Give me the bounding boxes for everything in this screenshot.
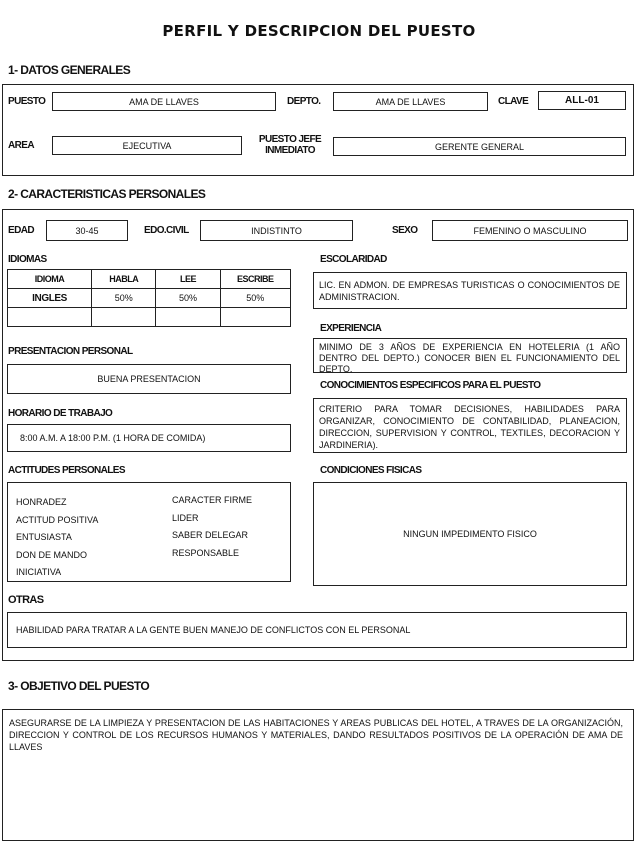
horario-label: HORARIO DE TRABAJO xyxy=(8,408,113,419)
list-item: RESPONSABLE xyxy=(172,547,240,558)
jefe-inmediato-field[interactable]: GERENTE GENERAL xyxy=(333,137,626,156)
sexo-label: SEXO xyxy=(392,225,418,236)
list-item: HONRADEZ xyxy=(16,497,67,507)
edad-field[interactable]: 30-45 xyxy=(46,220,128,241)
presentacion-field[interactable]: BUENA PRESENTACION xyxy=(7,364,291,394)
experiencia-label: EXPERIENCIA xyxy=(320,323,382,334)
sexo-field[interactable]: FEMENINO O MASCULINO xyxy=(432,220,628,241)
clave-field[interactable]: ALL-01 xyxy=(538,91,626,110)
list-item: INICIATIVA xyxy=(16,567,62,577)
area-field[interactable]: EJECUTIVA xyxy=(52,136,242,155)
escolaridad-text: LIC. EN ADMON. DE EMPRESAS TURISTICAS O CONOCIMIENTOS DE ADMINISTRACION. xyxy=(319,280,620,302)
table-cell[interactable]: INGLES xyxy=(8,289,92,308)
table-row xyxy=(8,289,291,308)
clave-label: CLAVE xyxy=(498,96,529,107)
puesto-label: PUESTO xyxy=(8,96,46,107)
otras-label: OTRAS xyxy=(8,594,44,606)
document-title: PERFIL Y DESCRIPCION DEL PUESTO xyxy=(162,22,476,40)
jefe-inmediato-label xyxy=(254,134,326,156)
table-cell[interactable] xyxy=(156,308,220,327)
idiomas-label: IDIOMAS xyxy=(8,254,47,265)
section-1-heading: 1- DATOS GENERALES xyxy=(8,63,131,77)
actitudes-label: ACTITUDES PERSONALES xyxy=(8,465,125,476)
list-item: SABER DELEGAR xyxy=(172,530,249,540)
table-header: ESCRIBE xyxy=(220,270,290,289)
depto-field[interactable]: AMA DE LLAVES xyxy=(333,92,488,111)
table-cell[interactable]: 50% xyxy=(220,289,290,308)
list-item: ACTITUD POSITIVA xyxy=(16,514,99,525)
conocimientos-label: CONOCIMIENTOS ESPECIFICOS PARA EL PUESTO xyxy=(320,380,541,391)
table-header-row xyxy=(8,270,291,289)
otras-field[interactable]: HABILIDAD PARA TRATAR A LA GENTE BUEN MANEJO DE CONFLICTOS CON EL PERSONAL xyxy=(7,612,627,648)
objetivo-text: ASEGURARSE DE LA LIMPIEZA Y PRESENTACION DE LAS HABITACIONES Y AREAS PUBLICAS DEL HOTEL, A TRAVES DE LA ORGANIZACIÓN, DIRECCION Y CONTROL DE LOS RECURSOS HUMANOS Y MATERIALES, DANDO RESULTADOS POSITIVOS DE LA OPERACIÓN DE AMA DE LLAVES xyxy=(9,718,623,752)
table-header: LEE xyxy=(156,270,220,289)
section-3-heading: 3- OBJETIVO DEL PUESTO xyxy=(8,679,150,693)
presentacion-label: PRESENTACION PERSONAL xyxy=(8,346,133,357)
list-item: LIDER xyxy=(172,512,199,523)
escolaridad-label: ESCOLARIDAD xyxy=(320,254,387,265)
table-cell[interactable]: 50% xyxy=(156,289,220,308)
table-cell[interactable]: 50% xyxy=(92,289,156,308)
edad-label: EDAD xyxy=(8,225,34,236)
jefe-label-line2: INMEDIATO xyxy=(265,145,315,156)
experiencia-text: MINIMO DE 3 AÑOS DE EXPERIENCIA EN HOTELERIA (1 AÑO DENTRO DEL DEPTO.) CONOCER BIEN EL FUNCIONAMIENTO DEL DEPTO. xyxy=(319,342,620,374)
list-item: ENTUSIASTA xyxy=(16,532,72,542)
list-item: CARACTER FIRME xyxy=(172,495,253,505)
table-row xyxy=(8,308,291,327)
table-cell[interactable] xyxy=(8,308,92,327)
puesto-field[interactable]: AMA DE LLAVES xyxy=(52,92,276,111)
condiciones-field[interactable]: NINGUN IMPEDIMENTO FISICO xyxy=(313,482,627,586)
condiciones-label: CONDICIONES FISICAS xyxy=(320,465,422,476)
idiomas-table xyxy=(7,269,291,327)
list-item: DON DE MANDO xyxy=(16,549,88,560)
actitudes-list-1 xyxy=(16,494,98,582)
table-cell[interactable] xyxy=(220,308,290,327)
actitudes-list-2 xyxy=(172,492,252,562)
edocivil-field[interactable]: INDISTINTO xyxy=(200,220,353,241)
table-header: HABLA xyxy=(92,270,156,289)
depto-label: DEPTO. xyxy=(287,96,321,107)
area-label: AREA xyxy=(8,140,34,151)
table-cell[interactable] xyxy=(92,308,156,327)
conocimientos-text: CRITERIO PARA TOMAR DECISIONES, HABILIDADES PARA ORGANIZAR, CONOCIMIENTO DE CONTABILIDAD, PLANEACION, DIRECCION, SUPERVISION Y CONTROL, TEXTILES, DECORACION Y JARDINERIA). xyxy=(319,404,620,450)
edocivil-label: EDO.CIVIL xyxy=(144,225,189,236)
jefe-label-line1: PUESTO JEFE xyxy=(258,134,322,145)
horario-field[interactable]: 8:00 A.M. A 18:00 P.M. (1 HORA DE COMIDA) xyxy=(7,424,291,452)
table-header: IDIOMA xyxy=(8,270,92,289)
section-2-heading: 2- CARACTERISTICAS PERSONALES xyxy=(8,187,206,201)
